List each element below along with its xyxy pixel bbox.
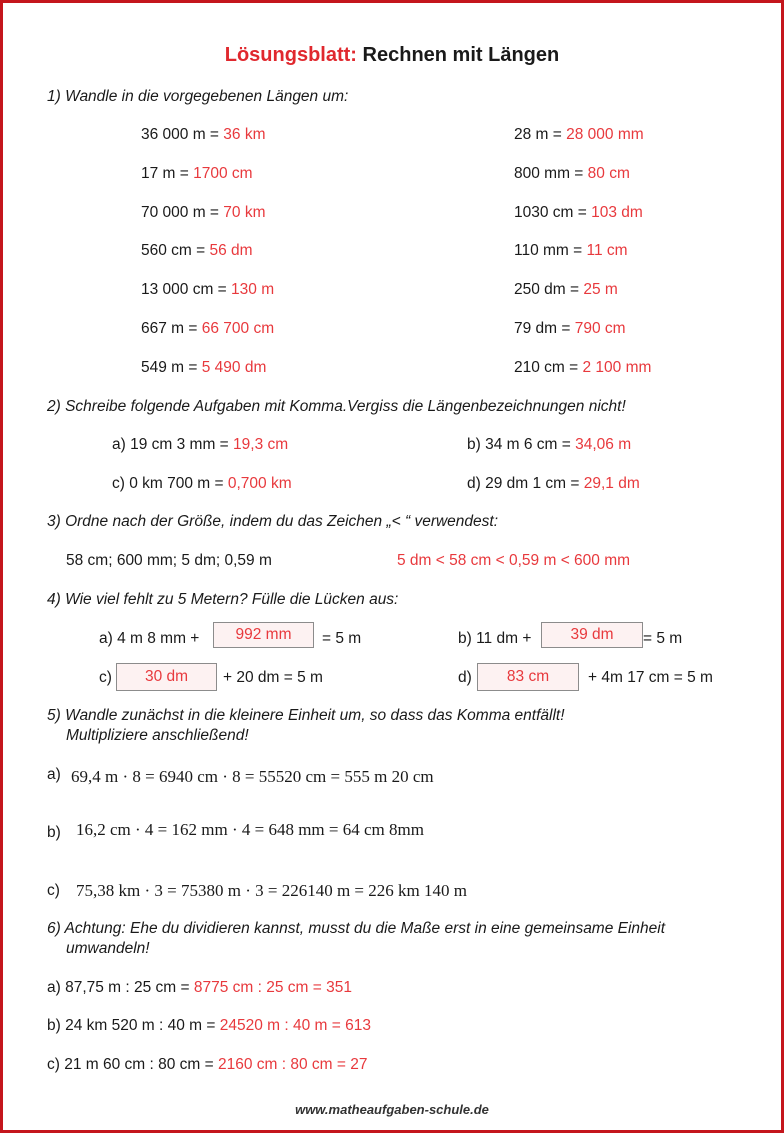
task1-left-item [141,359,266,377]
task5-c-label: c) [47,882,60,899]
answer: 1700 cm [193,165,253,182]
task1-right-item [514,359,651,377]
task4-b-answer-box: 39 dm [541,622,643,648]
title-red: Lösungsblatt: [224,44,357,66]
answer: 103 dm [591,204,643,221]
task5-b-expression: 16,2 cm · 4 = 162 mm · 4 = 648 mm = 64 cm 8mm [76,820,424,839]
answer: 25 m [583,281,618,298]
task5-a-expression: 69,4 m · 8 = 6940 cm · 8 = 55520 cm = 555 m 20 cm [71,767,434,786]
question: a) 19 cm 3 mm = [112,436,234,453]
question: 79 dm = [514,320,575,337]
task1-left-item [141,242,253,260]
task4-d-answer-box: 83 cm [477,663,579,691]
task3-heading: 3) Ordne nach der Größe, indem du das Zeichen „< “ verwendest: [47,513,499,530]
task6-heading-line1: 6) Achtung: Ehe du dividieren kannst, musst du die Maße erst in eine gemeinsame Einheit [47,920,666,937]
answer: 11 cm [586,242,628,259]
task4-b-post: = 5 m [643,630,683,647]
answer: 2160 cm : 80 cm = 27 [217,1056,368,1073]
question: 1030 cm = [514,204,592,221]
question: 70 000 m = [141,204,224,221]
task4-d-pre: d) [458,669,472,686]
answer: 0,700 km [227,475,292,492]
answer: 34,06 m [575,436,632,453]
answer: 8775 cm : 25 cm = 351 [193,979,352,996]
question: d) 29 dm 1 cm = [467,475,584,492]
task2-item-b [467,436,631,454]
task1-heading: 1) Wandle in die vorgegebenen Längen um: [47,88,349,105]
question: a) 87,75 m : 25 cm = [47,979,194,996]
task1-right-item [514,242,628,260]
task3-values: 58 cm; 600 mm; 5 dm; 0,59 m [66,552,272,569]
answer: 5 490 dm [201,359,267,376]
answer: 2 100 mm [582,359,652,376]
answer: 70 km [223,204,266,221]
answer: 36 km [223,126,266,143]
task5-b-label: b) [47,824,61,841]
question: 667 m = [141,320,202,337]
answer: 28 000 mm [566,126,644,143]
task6-item-c [47,1056,367,1074]
question: 13 000 cm = [141,281,232,298]
question: 36 000 m = [141,126,224,143]
title-black: Rechnen mit Längen [362,44,560,66]
task1-left-item [141,126,266,144]
question: b) 24 km 520 m : 40 m = [47,1017,220,1034]
question: 28 m = [514,126,567,143]
task1-right-item [514,126,644,144]
task4-a-post: = 5 m [322,630,362,647]
task4-c-answer-box: 30 dm [116,663,217,691]
task5-a-label: a) [47,766,61,783]
task4-d-post: + 4m 17 cm = 5 m [588,669,713,686]
answer: 80 cm [587,165,630,182]
task5-heading-line1: 5) Wandle zunächst in die kleinere Einheit um, so dass das Komma entfällt! [47,707,565,724]
page-title [0,44,784,67]
task1-right-item [514,165,630,183]
answer: 790 cm [574,320,626,337]
question: 800 mm = [514,165,588,182]
task4-a-pre: a) 4 m 8 mm + [99,630,200,647]
task4-heading: 4) Wie viel fehlt zu 5 Metern? Fülle die Lücken aus: [47,591,399,608]
question: c) 21 m 60 cm : 80 cm = [47,1056,218,1073]
task1-left-item [141,204,266,222]
task4-c-pre: c) [99,669,112,686]
answer: 24520 m : 40 m = 613 [219,1017,371,1034]
task1-right-item [514,281,618,299]
answer: 29,1 dm [583,475,640,492]
question: 210 cm = [514,359,583,376]
answer: 56 dm [209,242,253,259]
task2-heading: 2) Schreibe folgende Aufgaben mit Komma.Vergiss die Längenbezeichnungen nicht! [47,398,626,415]
task4-a-answer-box: 992 mm [213,622,314,648]
task5-c-expression: 75,38 km · 3 = 75380 m · 3 = 226140 m = 226 km 140 m [76,881,467,900]
task1-left-item [141,165,253,183]
task5-heading-line2: Multipliziere anschließend! [66,727,249,744]
task1-left-item [141,281,274,299]
question: 549 m = [141,359,202,376]
question: 110 mm = [514,242,587,259]
question: 560 cm = [141,242,210,259]
footer-url: www.matheaufgaben-schule.de [295,1102,489,1117]
task4-b-pre: b) 11 dm + [458,630,532,647]
answer: 130 m [231,281,275,298]
task2-item-a [112,436,288,454]
question: 250 dm = [514,281,584,298]
task1-right-item [514,204,643,222]
question: b) 34 m 6 cm = [467,436,576,453]
task3-answer: 5 dm < 58 cm < 0,59 m < 600 mm [397,552,631,569]
answer: 19,3 cm [233,436,289,453]
task1-left-item [141,320,274,338]
task1-right-item [514,320,626,338]
question: c) 0 km 700 m = [112,475,228,492]
task6-heading-line2: umwandeln! [66,940,150,957]
task2-item-c [112,475,292,493]
task4-c-post: + 20 dm = 5 m [223,669,323,686]
question: 17 m = [141,165,194,182]
task6-item-b [47,1017,371,1035]
task2-item-d [467,475,640,493]
task6-item-a [47,979,352,997]
answer: 66 700 cm [201,320,275,337]
